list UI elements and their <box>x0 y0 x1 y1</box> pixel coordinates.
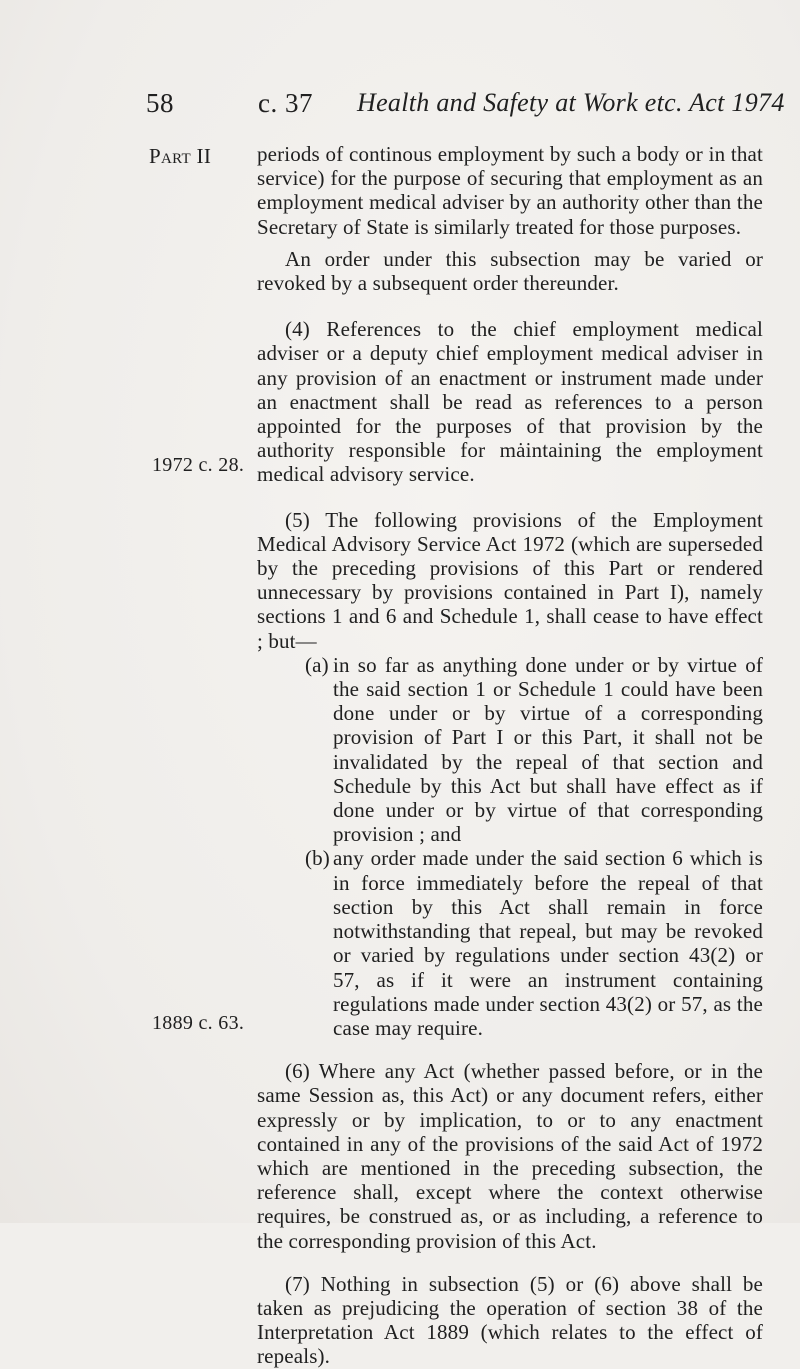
subsection-6: (6) Where any Act (whether passed before, or in the same Session as, this Act) or any document refers, either expressly or by implication, to or to any enactment contained in any of the provisions of the said Act of 1972 which are mentioned in the preceding subsection, the reference shall, except where the context otherwise requires, be construed as, or as including, a reference to the corresponding provision of this Act. <box>257 1059 763 1253</box>
item-b-label: (b) <box>305 846 330 871</box>
act-title: Health and Safety at Work etc. Act 1974 <box>357 88 785 117</box>
item-a-label: (a) <box>305 652 329 677</box>
page-number: 58 <box>146 88 174 118</box>
subsection-5-item-a <box>257 653 763 847</box>
subsection-5-item-b <box>257 846 763 1040</box>
subsection-5: (5) The following provisions of the Employment Medical Advisory Service Act 1972 (which are superseded by the preceding provisions of this Part or rendered unnecessary by provisions contained in Part I), namely sections 1 and 6 and Schedule 1, shall cease to have effect ; but— <box>257 507 763 653</box>
paragraph-order: An order under this subsection may be varied or revoked by a subsequent order thereunder. <box>257 246 763 296</box>
paragraph-continuation: periods of continous employment by such a body or in that service) for the purpose of securing that employment as an employment medical adviser by an authority other than the Secretary of State is similarly treated for those purposes. <box>257 142 763 239</box>
chapter-reference: c. 37 <box>258 88 313 118</box>
running-head <box>0 88 800 128</box>
margin-note-1889-act: 1889 c. 63. <box>152 1012 245 1034</box>
subsection-4: (4) References to the chief employment medical adviser or a deputy chief employment medical adviser in any provision of an enactment or instrument made under an enactment shall be read as references to a person appointed for the purposes of that provision by the authority responsible for mȧintaining the employment medical advisory service. <box>257 317 763 487</box>
subsection-7: (7) Nothing in subsection (5) or (6) above shall be taken as prejudicing the operation of section 38 of the Interpretation Act 1889 (which relates to the effect of repeals). <box>257 1271 763 1369</box>
margin-note-1972-act: 1972 c. 28. <box>152 454 245 476</box>
item-b-text: any order made under the said section 6 which is in force immediately before the repeal of that section by this Act shall remain in force notwithstanding that repeal, but may be revoked or varied by regulations under section 43(2) or 57, as if it were an instrument containing regulations made under section 43(2) or 57, as the case may require. <box>333 846 763 1040</box>
margin-note-part: Part II <box>149 144 212 168</box>
item-a-text: in so far as anything done under or by virtue of the said section 1 or Schedule 1 could have been done under or by virtue of a corresponding provision of Part I or this Part, it shall not be invalidated by the repeal of that section and Schedule by this Act but shall have effect as if done under or by virtue of that corresponding provision ; and <box>333 652 763 847</box>
body-text <box>257 142 763 1369</box>
